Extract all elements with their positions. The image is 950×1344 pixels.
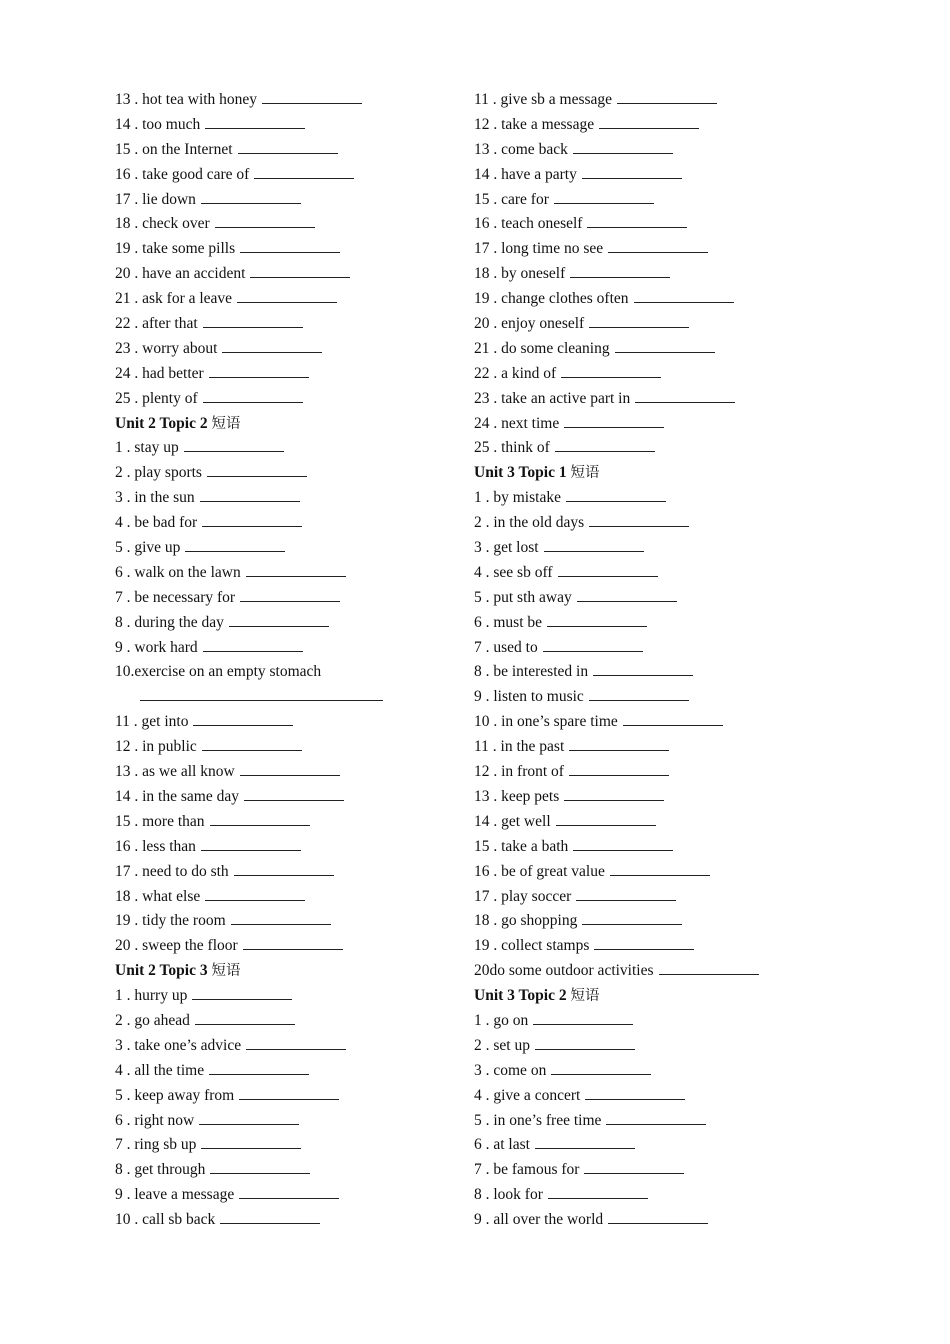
phrase-text: 13 . keep pets — [474, 787, 560, 805]
answer-blank[interactable] — [585, 1085, 685, 1100]
answer-blank[interactable] — [570, 263, 670, 278]
phrase-text: 15 . on the Internet — [115, 140, 233, 158]
phrase-text: 23 . take an active part in — [474, 389, 631, 407]
answer-blank[interactable] — [569, 761, 669, 776]
answer-blank[interactable] — [556, 811, 656, 826]
answer-blank[interactable] — [238, 139, 338, 154]
phrase-item — [474, 511, 824, 536]
answer-blank[interactable] — [566, 487, 666, 502]
phrase-text: 16 . teach oneself — [474, 215, 583, 233]
answer-blank[interactable] — [192, 985, 292, 1000]
answer-blank[interactable] — [200, 487, 300, 502]
phrase-text: 18 . what else — [115, 887, 201, 905]
phrase-item — [115, 237, 445, 262]
answer-blank[interactable] — [582, 164, 682, 179]
section-heading — [474, 461, 824, 486]
phrase-text: 23 . worry about — [115, 339, 218, 357]
answer-blank[interactable] — [635, 388, 735, 403]
phrase-item — [474, 660, 824, 685]
phrase-item — [115, 934, 445, 959]
phrase-item — [474, 362, 824, 387]
phrase-item — [474, 138, 824, 163]
phrase-item — [115, 1084, 445, 1109]
section-heading-title: Unit 2 Topic 3 — [115, 962, 208, 980]
phrase-item — [115, 362, 445, 387]
answer-blank[interactable] — [203, 388, 303, 403]
phrase-item — [115, 1208, 445, 1233]
answer-blank[interactable] — [587, 213, 687, 228]
phrase-item — [115, 835, 445, 860]
answer-blank[interactable] — [209, 1060, 309, 1075]
phrase-item — [474, 760, 824, 785]
phrase-item — [474, 685, 824, 710]
left-column — [115, 88, 445, 1233]
phrase-text: 5 . put sth away — [474, 588, 572, 606]
phrase-text: 8 . get through — [115, 1161, 206, 1179]
phrase-item — [115, 735, 445, 760]
section-heading — [115, 412, 445, 437]
phrase-text: 6 . right now — [115, 1111, 195, 1129]
phrase-item — [474, 611, 824, 636]
phrase-item — [115, 860, 445, 885]
section-heading — [474, 984, 824, 1009]
answer-blank[interactable] — [250, 263, 350, 278]
phrase-text: 19 . take some pills — [115, 240, 236, 258]
phrase-text: 8 . during the day — [115, 613, 224, 631]
phrase-item — [115, 138, 445, 163]
answer-blank[interactable] — [195, 1010, 295, 1025]
phrase-item — [115, 113, 445, 138]
phrase-item — [115, 1133, 445, 1158]
phrase-item — [474, 835, 824, 860]
phrase-item — [474, 1034, 824, 1059]
phrase-item — [474, 959, 824, 984]
phrase-text: 9 . listen to music — [474, 688, 584, 706]
answer-blank[interactable] — [185, 537, 285, 552]
answer-blank[interactable] — [576, 886, 676, 901]
phrase-text: 22 . after that — [115, 315, 198, 333]
answer-blank[interactable] — [573, 139, 673, 154]
answer-blank[interactable] — [210, 811, 310, 826]
answer-blank[interactable] — [589, 313, 689, 328]
phrase-text: 11 . get into — [115, 713, 189, 731]
section-heading-suffix: 短语 — [211, 415, 241, 432]
phrase-item — [115, 785, 445, 810]
answer-blank[interactable] — [569, 736, 669, 751]
phrase-text: 17 . play soccer — [474, 887, 572, 905]
phrase-item — [474, 262, 824, 287]
phrase-item — [474, 536, 824, 561]
phrase-item — [474, 486, 824, 511]
answer-blank[interactable] — [202, 736, 302, 751]
answer-blank[interactable] — [222, 338, 322, 353]
answer-blank[interactable] — [544, 537, 644, 552]
phrase-text: 1 . hurry up — [115, 987, 188, 1005]
phrase-text: 6 . must be — [474, 613, 543, 631]
answer-blank[interactable] — [215, 213, 315, 228]
phrase-text: 20 . enjoy oneself — [474, 315, 585, 333]
phrase-item — [474, 163, 824, 188]
answer-blank[interactable] — [589, 686, 689, 701]
phrase-item — [115, 561, 445, 586]
phrase-item — [115, 1009, 445, 1034]
phrase-text: 11 . in the past — [474, 738, 565, 756]
answer-blank[interactable] — [573, 836, 673, 851]
phrase-item — [474, 1084, 824, 1109]
phrase-text: 18 . by oneself — [474, 265, 566, 283]
answer-blank[interactable] — [240, 587, 340, 602]
phrase-text: 14 . have a party — [474, 165, 577, 183]
phrase-item — [474, 810, 824, 835]
answer-blank[interactable] — [623, 711, 723, 726]
phrase-text: 5 . in one’s free time — [474, 1111, 602, 1129]
answer-blank[interactable] — [243, 935, 343, 950]
phrase-text: 13 . as we all know — [115, 763, 235, 781]
answer-blank[interactable] — [659, 960, 759, 975]
phrase-text: 22 . a kind of — [474, 364, 557, 382]
phrase-text: 3 . come on — [474, 1061, 547, 1079]
phrase-text: 10 . in one’s spare time — [474, 713, 618, 731]
answer-blank[interactable] — [584, 1159, 684, 1174]
phrase-item — [474, 88, 824, 113]
answer-blank[interactable] — [203, 637, 303, 652]
phrase-text: 21 . do some cleaning — [474, 339, 610, 357]
answer-blank[interactable] — [608, 238, 708, 253]
phrase-text: 14 . in the same day — [115, 787, 239, 805]
answer-blank[interactable] — [254, 164, 354, 179]
phrase-text: 9 . leave a message — [115, 1186, 235, 1204]
phrase-text: 1 . go on — [474, 1011, 529, 1029]
phrase-item — [474, 1109, 824, 1134]
answer-blank[interactable] — [199, 1110, 299, 1125]
phrase-item — [115, 984, 445, 1009]
phrase-text: 13 . hot tea with honey — [115, 91, 258, 108]
phrase-text: 6 . at last — [474, 1136, 530, 1154]
answer-blank[interactable] — [239, 1184, 339, 1199]
phrase-item — [115, 511, 445, 536]
answer-blank[interactable] — [231, 910, 331, 925]
phrase-text: 7 . be famous for — [474, 1161, 580, 1179]
phrase-item — [115, 1158, 445, 1183]
phrase-text: 7 . be necessary for — [115, 588, 236, 606]
phrase-text: 7 . used to — [474, 638, 538, 656]
phrase-item — [474, 212, 824, 237]
phrase-item — [115, 909, 445, 934]
phrase-text: 17 . long time no see — [474, 240, 604, 258]
phrase-text: 7 . ring sb up — [115, 1136, 197, 1154]
answer-blank[interactable] — [205, 886, 305, 901]
answer-blank[interactable] — [535, 1035, 635, 1050]
phrase-text: 8 . be interested in — [474, 663, 589, 681]
phrase-item — [474, 860, 824, 885]
phrase-item — [115, 710, 445, 735]
phrase-item — [115, 387, 445, 412]
section-heading-title: Unit 2 Topic 2 — [115, 414, 208, 432]
phrase-item — [115, 287, 445, 312]
phrase-text: 18 . check over — [115, 215, 210, 233]
phrase-item — [115, 337, 445, 362]
answer-blank[interactable] — [209, 363, 309, 378]
phrase-text: 6 . walk on the lawn — [115, 563, 241, 581]
phrase-item — [115, 188, 445, 213]
answer-blank[interactable] — [606, 1110, 706, 1125]
phrase-text: 20 . sweep the floor — [115, 937, 238, 955]
phrase-item — [115, 163, 445, 188]
phrase-text: 12 . in public — [115, 738, 197, 756]
answer-blank[interactable] — [220, 1209, 320, 1224]
phrase-text: 17 . need to do sth — [115, 862, 229, 880]
phrase-item — [474, 237, 824, 262]
answer-blank[interactable] — [594, 935, 694, 950]
phrase-item — [474, 1133, 824, 1158]
phrase-text: 19 . collect stamps — [474, 937, 590, 955]
phrase-text: 9 . all over the world — [474, 1211, 604, 1229]
phrase-text: 15 . take a bath — [474, 837, 569, 855]
answer-blank[interactable] — [239, 1085, 339, 1100]
answer-blank[interactable] — [558, 562, 658, 577]
phrase-item — [474, 1009, 824, 1034]
phrase-text: 10 . call sb back — [115, 1211, 216, 1229]
phrase-text: 17 . lie down — [115, 190, 196, 208]
phrase-item — [474, 561, 824, 586]
answer-blank[interactable] — [535, 1134, 635, 1149]
phrase-text: 4 . all the time — [115, 1061, 205, 1079]
section-heading-title: Unit 3 Topic 2 — [474, 987, 567, 1005]
phrase-text: 24 . next time — [474, 414, 560, 432]
answer-blank[interactable] — [201, 836, 301, 851]
phrase-item — [115, 660, 445, 685]
answer-blank[interactable] — [617, 89, 717, 104]
answer-blank[interactable] — [207, 462, 307, 477]
phrase-item — [474, 412, 824, 437]
phrase-item — [115, 1034, 445, 1059]
answer-line — [115, 685, 445, 710]
phrase-item — [115, 461, 445, 486]
section-heading-suffix: 短语 — [211, 963, 241, 980]
answer-blank[interactable] — [201, 1134, 301, 1149]
phrase-text: 9 . work hard — [115, 638, 198, 656]
phrase-item — [474, 113, 824, 138]
phrase-text: 25 . plenty of — [115, 389, 198, 407]
phrase-item — [115, 885, 445, 910]
phrase-text: 4 . see sb off — [474, 563, 553, 581]
phrase-text: 15 . care for — [474, 190, 549, 208]
phrase-text: 4 . give a concert — [474, 1086, 581, 1104]
phrase-item — [115, 1183, 445, 1208]
phrase-item — [474, 1059, 824, 1084]
phrase-text: 11 . give sb a message — [474, 91, 613, 108]
phrase-text: 15 . more than — [115, 812, 205, 830]
right-column — [474, 88, 824, 1233]
phrase-item — [474, 710, 824, 735]
phrase-text: 19 . tidy the room — [115, 912, 226, 930]
answer-blank[interactable] — [599, 114, 699, 129]
answer-blank[interactable] — [582, 910, 682, 925]
phrase-item — [115, 760, 445, 785]
phrase-text: 1 . by mistake — [474, 489, 561, 507]
answer-blank[interactable] — [593, 661, 693, 676]
phrase-text: 14 . get well — [474, 812, 551, 830]
answer-blank[interactable] — [554, 189, 654, 204]
phrase-item — [474, 1158, 824, 1183]
answer-blank[interactable] — [564, 413, 664, 428]
phrase-text: 4 . be bad for — [115, 514, 198, 532]
phrase-text: 2 . play sports — [115, 464, 202, 482]
phrase-item — [474, 436, 824, 461]
answer-blank[interactable] — [533, 1010, 633, 1025]
answer-blank[interactable] — [234, 861, 334, 876]
section-heading-title: Unit 3 Topic 1 — [474, 464, 567, 482]
phrase-text: 18 . go shopping — [474, 912, 578, 930]
section-heading-suffix: 短语 — [570, 988, 600, 1005]
answer-blank[interactable] — [205, 114, 305, 129]
phrase-item — [474, 586, 824, 611]
answer-blank[interactable] — [634, 288, 734, 303]
phrase-text: 20do some outdoor activities — [474, 962, 654, 980]
answer-blank[interactable] — [547, 612, 647, 627]
phrase-item — [474, 909, 824, 934]
phrase-item — [474, 636, 824, 661]
phrase-item — [474, 188, 824, 213]
phrase-item — [474, 387, 824, 412]
phrase-text: 20 . have an accident — [115, 265, 246, 283]
phrase-text: 19 . change clothes often — [474, 290, 629, 308]
answer-blank[interactable] — [240, 238, 340, 253]
phrase-item — [115, 88, 445, 113]
phrase-text: 3 . in the sun — [115, 489, 195, 507]
phrase-item — [474, 885, 824, 910]
phrase-item — [474, 1183, 824, 1208]
answer-blank[interactable] — [610, 861, 710, 876]
answer-blank[interactable] — [589, 512, 689, 527]
phrase-item — [115, 636, 445, 661]
phrase-item — [474, 934, 824, 959]
phrase-text: 24 . had better — [115, 364, 204, 382]
answer-blank[interactable] — [210, 1159, 310, 1174]
phrase-item — [115, 312, 445, 337]
phrase-item — [474, 287, 824, 312]
section-heading — [115, 959, 445, 984]
phrase-text: 3 . take one’s advice — [115, 1036, 242, 1054]
phrase-text: 21 . ask for a leave — [115, 290, 233, 308]
phrase-text: 2 . in the old days — [474, 514, 585, 532]
phrase-text: 5 . keep away from — [115, 1086, 235, 1104]
answer-blank[interactable] — [555, 437, 655, 452]
answer-blank[interactable] — [244, 786, 344, 801]
section-heading-suffix: 短语 — [570, 465, 600, 482]
answer-blank[interactable] — [577, 587, 677, 602]
phrase-item — [474, 735, 824, 760]
phrase-text: 12 . in front of — [474, 763, 564, 781]
answer-blank[interactable] — [246, 1035, 346, 1050]
answer-blank[interactable] — [140, 686, 383, 701]
phrase-item — [115, 810, 445, 835]
phrase-item — [474, 312, 824, 337]
answer-blank[interactable] — [240, 761, 340, 776]
phrase-item — [474, 1208, 824, 1233]
answer-blank[interactable] — [201, 189, 301, 204]
answer-blank[interactable] — [564, 786, 664, 801]
phrase-text: 16 . be of great value — [474, 862, 605, 880]
phrase-text: 8 . look for — [474, 1186, 543, 1204]
phrase-text: 25 . think of — [474, 439, 550, 457]
answer-blank[interactable] — [229, 612, 329, 627]
answer-blank[interactable] — [246, 562, 346, 577]
answer-blank[interactable] — [551, 1060, 651, 1075]
phrase-item — [115, 536, 445, 561]
phrase-text: 13 . come back — [474, 140, 568, 158]
phrase-item — [115, 262, 445, 287]
phrase-text: 14 . too much — [115, 115, 201, 133]
answer-blank[interactable] — [543, 637, 643, 652]
phrase-item — [115, 486, 445, 511]
phrase-item — [115, 1059, 445, 1084]
phrase-item — [474, 785, 824, 810]
phrase-item — [474, 337, 824, 362]
phrase-text: 10.exercise on an empty stomach — [115, 663, 322, 681]
phrase-text: 12 . take a message — [474, 115, 595, 133]
phrase-item — [115, 436, 445, 461]
answer-blank[interactable] — [184, 437, 284, 452]
answer-blank[interactable] — [548, 1184, 648, 1199]
answer-blank[interactable] — [237, 288, 337, 303]
phrase-text: 5 . give up — [115, 539, 181, 557]
answer-blank[interactable] — [262, 89, 362, 104]
phrase-item — [115, 1109, 445, 1134]
answer-blank[interactable] — [202, 512, 302, 527]
phrase-item — [115, 212, 445, 237]
phrase-text: 2 . go ahead — [115, 1011, 190, 1029]
phrase-text: 16 . less than — [115, 837, 196, 855]
answer-blank[interactable] — [561, 363, 661, 378]
answer-blank[interactable] — [615, 338, 715, 353]
phrase-text: 1 . stay up — [115, 439, 179, 457]
answer-blank[interactable] — [193, 711, 293, 726]
phrase-item — [115, 586, 445, 611]
answer-blank[interactable] — [608, 1209, 708, 1224]
phrase-item — [115, 611, 445, 636]
answer-blank[interactable] — [203, 313, 303, 328]
phrase-text: 2 . set up — [474, 1036, 530, 1054]
phrase-text: 16 . take good care of — [115, 165, 250, 183]
phrase-text: 3 . get lost — [474, 539, 539, 557]
